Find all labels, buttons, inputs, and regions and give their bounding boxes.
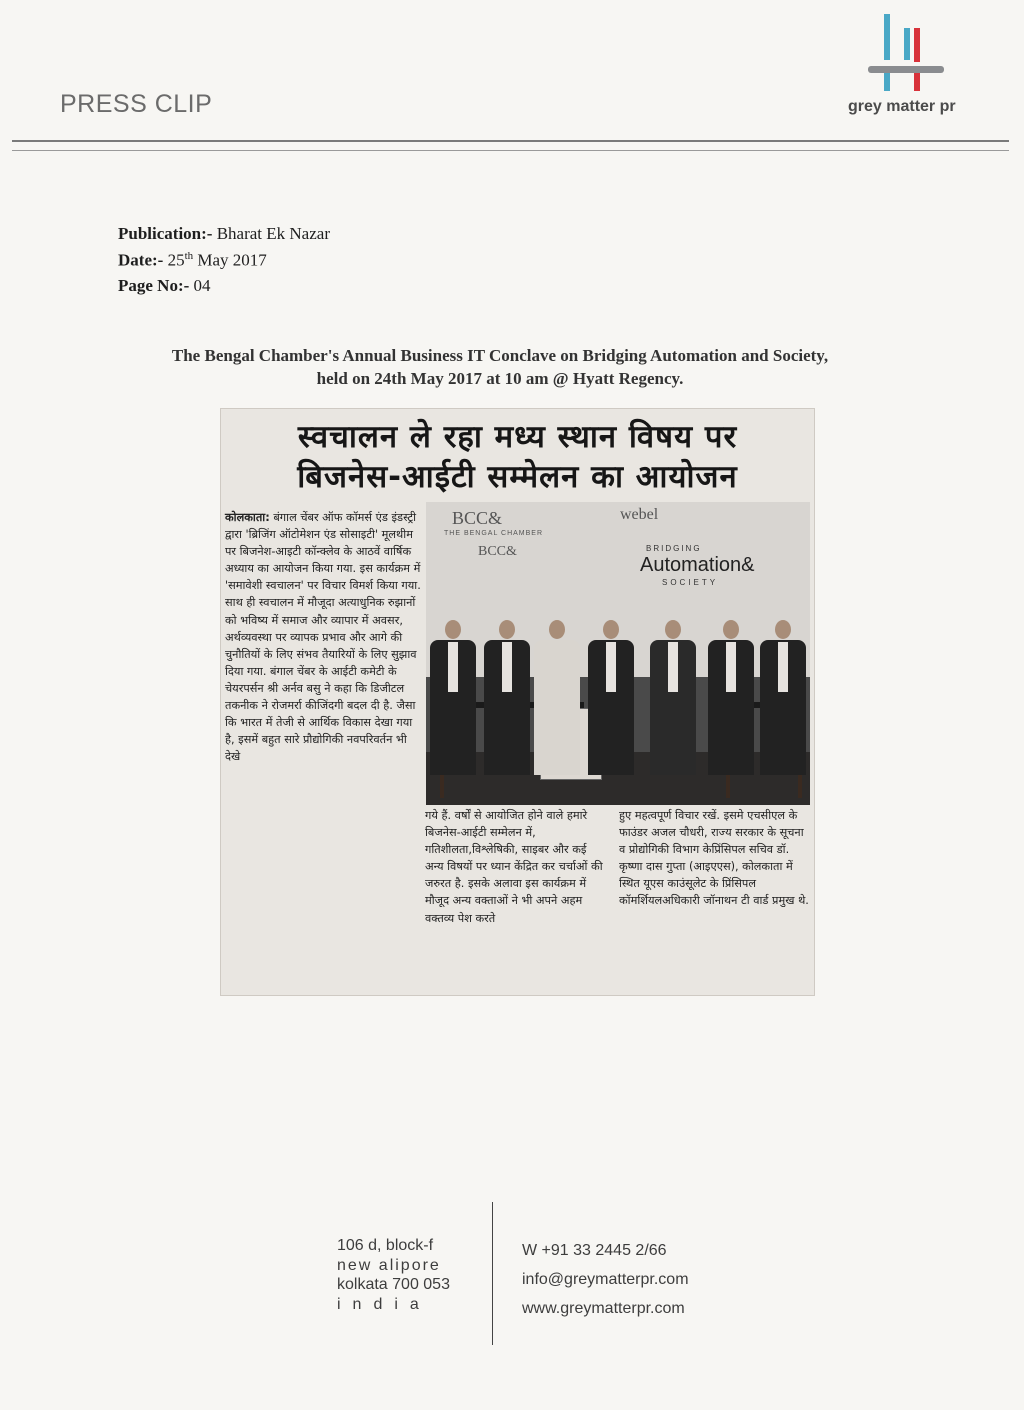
person-figure bbox=[534, 620, 580, 775]
headline-line2: बिजनेस-आईटी सम्मेलन का आयोजन bbox=[297, 459, 738, 495]
footer-phone: W +91 33 2445 2/66 bbox=[522, 1242, 667, 1259]
article-dateline: कोलकाता: bbox=[225, 511, 270, 524]
footer-address bbox=[337, 1236, 450, 1314]
person-figure bbox=[588, 620, 634, 775]
date-label: Date:- bbox=[118, 250, 164, 270]
address-line-2: new alipore bbox=[337, 1256, 441, 1274]
footer-website[interactable]: www.greymatterpr.com bbox=[522, 1300, 685, 1317]
date-suffix: th bbox=[184, 250, 194, 262]
person-figure bbox=[650, 620, 696, 775]
grey-matter-logo-icon bbox=[868, 14, 948, 94]
banner-bcc-logo: BCC& bbox=[452, 508, 503, 528]
date-day: 25 bbox=[167, 250, 185, 270]
address-line-4: india bbox=[337, 1295, 431, 1313]
article-column-1 bbox=[225, 509, 421, 765]
address-line-1: 106 d, block-f bbox=[337, 1237, 434, 1254]
header-divider bbox=[12, 140, 1009, 142]
article-column-1-text: बंगाल चेंबर ऑफ कॉमर्स एंड इंडस्ट्री द्वारा 'ब्रिजिंग ऑटोमेशन एंड सोसाइटी' मूलथीम पर बिजनेश-आइटी कॉन्क्लेव के आठवें वार्षिक अध्याय का आयोजन किया गया. इस कार्यक्रम में 'समावेशी स्वचालन' पर विचार विमर्श किया गया. साथ ही स्वचालन में मौजूदा अत्याधुनिक रुझानों को भविष्य में समाज और व्यापार में अवसर, अर्थव्यवस्था पर व्यापक प्रभाव और आगे की चुनौतियों के लिए संभव तैयारियों के लिए सुझाव दिया गया. बंगाल चेंबर के आईटी कमेटी के चेयरपर्सन श्री अर्नव बसु ने कहा कि डिजीटल तकनीक ने रोजमर्रा कीजिंदगी बदल दी है. जैसा कि भारत में तेजी से आर्थिक विकास देखा गया है, इसमें बहुत सारे प्रौद्योगिकी नवपरिवर्तन भी देखे bbox=[225, 511, 421, 764]
page-value: 04 bbox=[193, 276, 211, 295]
banner-society: SOCIETY bbox=[662, 578, 719, 587]
article-column-2: गये हैं. वर्षों से आयोजित होने वाले हमारे बिजनेस-आईटी सम्मेलन में, गतिशीलता,विश्लेषिकी, साइबर और कई अन्य विषयों पर ध्यान केंद्रित कर चर्चाओं की जरुरत है. इसके अलावा इस कार्यक्रम में मौजूद अन्य वक्ताओं ने भी अपने अहम वक्तव्य पेश करते bbox=[425, 809, 603, 925]
header-divider-thin bbox=[12, 150, 1009, 151]
footer-contact bbox=[522, 1236, 689, 1323]
brand-name: grey matter pr bbox=[848, 98, 956, 115]
publication-label: Publication:- bbox=[118, 224, 213, 243]
banner-automation: Automation& bbox=[640, 554, 755, 576]
person-figure bbox=[484, 620, 530, 775]
headline-line1: स्वचालन ले रहा मध्य स्थान विषय पर bbox=[297, 419, 738, 455]
banner-webel: webel bbox=[620, 506, 659, 523]
page-label: Page No:- bbox=[118, 276, 190, 295]
banner-bridging: BRIDGING bbox=[646, 544, 702, 553]
publication-value: Bharat Ek Nazar bbox=[216, 224, 330, 243]
person-figure bbox=[430, 620, 476, 775]
article-column-3: हुए महत्वपूर्ण विचार रखें. इसमे एचसीएल के फाउंडर अजल चौधरी, राज्य सरकार के सूचना व प्रोद्योगिकी विभाग केप्रिंसिपल सचिव डॉ. कृष्णा दास गुप्ता (आइएएस), कोलकाता में स्थित यूएस काउंसूलेट के प्रिंसिपल कॉमर्शियलअधिकारी जॉनाथन टी वार्ड प्रमुख थे. bbox=[619, 809, 809, 908]
person-figure bbox=[708, 620, 754, 775]
date-rest: May 2017 bbox=[197, 250, 267, 270]
date-line bbox=[118, 250, 267, 271]
banner-bengal-chamber: THE BENGAL CHAMBER bbox=[444, 530, 544, 537]
footer-email[interactable]: info@greymatterpr.com bbox=[522, 1271, 689, 1288]
press-clip-label: PRESS CLIP bbox=[60, 90, 213, 118]
event-caption-line2: held on 24th May 2017 at 10 am @ Hyatt Regency. bbox=[316, 369, 684, 388]
page-line bbox=[118, 276, 211, 296]
publication-line bbox=[118, 224, 330, 244]
event-caption-line1: The Bengal Chamber's Annual Business IT Conclave on Bridging Automation and Society, bbox=[171, 346, 829, 365]
person-figure bbox=[760, 620, 806, 775]
footer-divider bbox=[492, 1202, 493, 1345]
banner-bcc-small: BCC& bbox=[478, 544, 517, 559]
newspaper-clipping bbox=[221, 409, 814, 995]
address-line-3: kolkata 700 053 bbox=[337, 1276, 450, 1293]
event-photo bbox=[426, 502, 810, 805]
